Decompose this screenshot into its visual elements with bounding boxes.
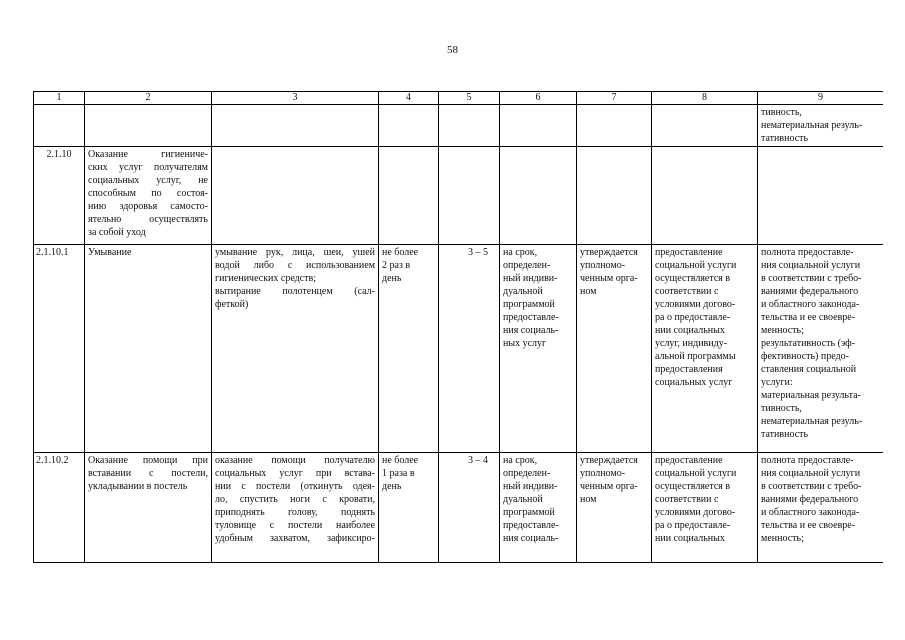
cell-line: не более (382, 247, 419, 258)
service-name-cell (85, 147, 212, 245)
cell-line: определен- (503, 260, 551, 271)
cell-line: нематериальная резуль- (761, 120, 863, 131)
cell-line: и областного законода- (761, 299, 860, 310)
cell-line: умывание рук, лица, шеи, ушей (215, 247, 375, 258)
cell-line: и областного законода- (761, 507, 860, 518)
service-description-cell (212, 245, 379, 453)
cell-line: ных услуг (503, 338, 547, 349)
cell-line: ный индиви- (503, 273, 558, 284)
cell-line: ный индиви- (503, 481, 558, 492)
cell-line: нематериальная резуль- (761, 416, 863, 427)
cell-line: ставления социальной (761, 364, 857, 375)
cell-line: результативность (эф- (761, 338, 855, 349)
cell-line: гигиенических средств; (215, 273, 317, 284)
cell-line: ло, спустить ноги с кровати, (215, 494, 375, 505)
cell-line: ятельно осуществлять (88, 214, 208, 225)
cell-line: услуги: (761, 377, 793, 388)
cell-line: фективность) предо- (761, 351, 849, 362)
cell-line: Оказание гигиениче- (88, 149, 208, 160)
cell-line: феткой) (215, 299, 249, 310)
cell-line: уполномо- (580, 468, 626, 479)
column-header: 4 (379, 92, 439, 105)
cell-line: ния социальной услуги (761, 260, 861, 271)
cell-line: полнота предоставле- (761, 455, 854, 466)
cell-line: в соответствии с требо- (761, 273, 862, 284)
cell-line: 1 раза в (382, 468, 415, 479)
cell-line: способным по состоя- (88, 188, 208, 199)
quality-indicators-cell (758, 245, 884, 453)
cell-line: ния социальной услуги (761, 468, 861, 479)
column-5-value: 3 – 5 (468, 247, 488, 258)
column-header: 5 (439, 92, 500, 105)
cost-cell (577, 453, 652, 563)
cell-line: ваниями федерального (761, 494, 859, 505)
cell-line: ра о предоставле- (655, 520, 731, 531)
column-header: 6 (500, 92, 577, 105)
conditions-cell (652, 453, 758, 563)
column-header: 8 (652, 92, 758, 105)
table-cell (439, 147, 500, 245)
cell-line: ном (580, 494, 597, 505)
cell-line: ния социаль- (503, 533, 559, 544)
cell-line: оказание помощи получателю (215, 455, 375, 466)
cell-line: соответствии с (655, 494, 719, 505)
table-row-2-1-10-2 (34, 453, 884, 563)
term-cell (500, 245, 577, 453)
cell-line: ских услуг получателям (88, 162, 208, 173)
table-cell (85, 105, 212, 147)
cell-line: вытирание полотенцем (сал- (215, 286, 375, 297)
table-cell (500, 147, 577, 245)
table-header-row (34, 92, 884, 105)
table-cell (379, 105, 439, 147)
row-number: 2.1.10 (34, 147, 85, 245)
page-number: 58 (447, 44, 458, 56)
cell-line: нии социальных (655, 325, 725, 336)
cell-line: соответствии с (655, 286, 719, 297)
quality-indicators-cell (758, 105, 884, 147)
cell-line: утверждается (580, 247, 638, 258)
conditions-cell (652, 245, 758, 453)
cell-line: социальных услуг, не (88, 175, 208, 186)
table-cell (379, 147, 439, 245)
cell-line: удобным захватом, зафиксиро- (215, 533, 375, 544)
table-cell (577, 105, 652, 147)
frequency-cell (379, 453, 439, 563)
cell-line: укладывании в постель (88, 481, 188, 492)
cell-line: дуальной (503, 286, 543, 297)
row-number: 2.1.10.2 (34, 453, 85, 563)
cell-line: условиями догово- (655, 299, 736, 310)
cell-line: тельства и ее своевре- (761, 520, 856, 531)
table-row-2-1-10 (34, 147, 884, 245)
cell-line: программой (503, 507, 555, 518)
cell-line: туловище с постели наиболее (215, 520, 375, 531)
cell-line: нии социальных (655, 533, 725, 544)
column-header: 3 (212, 92, 379, 105)
table-cell (500, 105, 577, 147)
column-header: 2 (85, 92, 212, 105)
cell-line: в соответствии с требо- (761, 481, 862, 492)
cell-line: приподнять голову, поднять (215, 507, 375, 518)
cell-line: тивность, (761, 107, 802, 118)
cell-line: дуальной (503, 494, 543, 505)
cell-line: полнота предоставле- (761, 247, 854, 258)
service-name-cell (85, 453, 212, 563)
cost-cell (577, 245, 652, 453)
cell-line: материальная результа- (761, 390, 861, 401)
cell-line: утверждается (580, 455, 638, 466)
frequency-cell (379, 245, 439, 453)
cell-line: условиями догово- (655, 507, 736, 518)
column-5-value: 3 – 4 (468, 455, 488, 466)
cell-line: ченным орга- (580, 273, 638, 284)
cell-line: ваниями федерального (761, 286, 859, 297)
cell-line: осуществляется в (655, 273, 731, 284)
cell-line: вставании с постели, (88, 468, 208, 479)
column-header: 9 (758, 92, 884, 105)
cell-line: предоставление (655, 247, 723, 258)
service-description-cell (212, 453, 379, 563)
cell-line: нии с постели (откинуть одея- (215, 481, 375, 492)
cell-line: альной программы (655, 351, 736, 362)
cell-line: социальных услуг при встава- (215, 468, 375, 479)
cell-line: предоставление (655, 455, 723, 466)
table-cell (652, 147, 758, 245)
cell-line: социальных услуг (655, 377, 733, 388)
service-name-cell: Умывание (85, 245, 212, 453)
table-cell (439, 105, 500, 147)
cell-line: ченным орга- (580, 481, 638, 492)
cell-line: ном (580, 286, 597, 297)
cell-line: не более (382, 455, 419, 466)
table-cell (212, 147, 379, 245)
cell-line: на срок, (503, 247, 538, 258)
cell-line: тивность, (761, 403, 802, 414)
cell-line: Оказание помощи при (88, 455, 208, 466)
table-row-continuation (34, 105, 884, 147)
cell-line: менность; (761, 533, 804, 544)
cell-line: тельства и ее своевре- (761, 312, 856, 323)
row-number: 2.1.10.1 (34, 245, 85, 453)
cell-line: день (382, 273, 402, 284)
table-cell (34, 105, 85, 147)
term-cell (500, 453, 577, 563)
cell-line: тативность (761, 429, 809, 440)
column-header: 7 (577, 92, 652, 105)
table-row-2-1-10-1 (34, 245, 884, 453)
services-table (33, 91, 883, 563)
cell-line: нию здоровья самосто- (88, 201, 208, 212)
table-cell (652, 105, 758, 147)
cell-line: ра о предоставле- (655, 312, 731, 323)
cell-line: определен- (503, 468, 551, 479)
cell-line: 2 раз в (382, 260, 411, 271)
cell-line: программой (503, 299, 555, 310)
cell-line: предоставления (655, 364, 723, 375)
column-5-cell (439, 245, 500, 453)
services-table-container (33, 91, 883, 564)
cell-line: социальной услуги (655, 468, 737, 479)
cell-line: на срок, (503, 455, 538, 466)
cell-line: услуг, индивиду- (655, 338, 728, 349)
cell-line: социальной услуги (655, 260, 737, 271)
table-cell (577, 147, 652, 245)
cell-line: тативность (761, 133, 809, 144)
table-cell (212, 105, 379, 147)
cell-line: ния социаль- (503, 325, 559, 336)
cell-line: менность; (761, 325, 804, 336)
cell-line: день (382, 481, 402, 492)
column-header: 1 (34, 92, 85, 105)
table-cell (758, 147, 884, 245)
column-5-cell (439, 453, 500, 563)
quality-indicators-cell (758, 453, 884, 563)
cell-line: предоставле- (503, 520, 559, 531)
cell-line: предоставле- (503, 312, 559, 323)
cell-line: за собой уход (88, 227, 146, 238)
cell-line: водой либо с использованием (215, 260, 375, 271)
cell-line: уполномо- (580, 260, 626, 271)
cell-line: осуществляется в (655, 481, 731, 492)
